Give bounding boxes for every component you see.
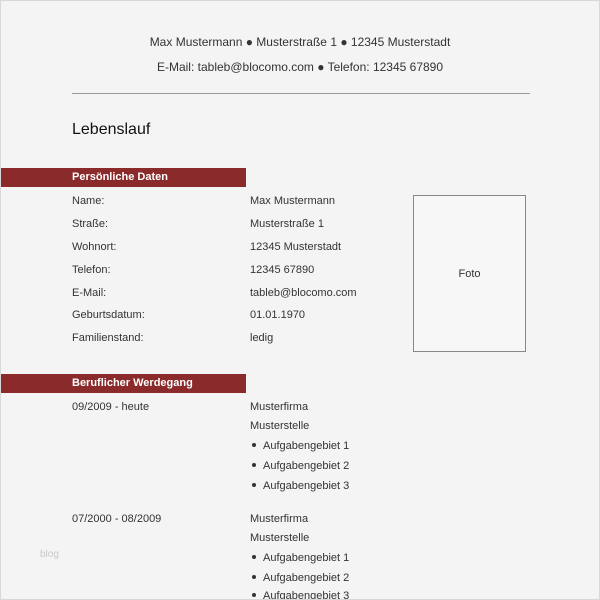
bullet-icon [252, 575, 256, 579]
header-address-line: Max Mustermann ● Musterstraße 1 ● 12345 Musterstadt [149, 35, 451, 49]
personal-value-city: 12345 Musterstadt [250, 241, 342, 253]
career-entry-period: 09/2009 - heute [72, 401, 150, 413]
career-entry-task-label: Aufgabengebiet 1 [263, 552, 350, 564]
bullet-icon [252, 463, 256, 467]
career-entry-company: Musterfirma [250, 401, 309, 413]
photo-label: Foto [458, 267, 481, 280]
career-entry-task [252, 480, 349, 492]
personal-label-city: Wohnort: [72, 241, 117, 253]
bullet-icon [252, 555, 256, 559]
personal-value-name: Max Mustermann [250, 195, 335, 207]
personal-label-name: Name: [72, 195, 105, 207]
bullet-icon [252, 443, 256, 447]
personal-label-phone: Telefon: [72, 264, 111, 276]
career-entry-task [252, 440, 349, 452]
watermark: blog [40, 549, 59, 560]
personal-value-birthdate: 01.01.1970 [250, 309, 306, 321]
photo-placeholder [413, 195, 526, 352]
career-entry-position: Musterstelle [250, 420, 310, 432]
personal-label-marital-status: Familienstand: [72, 332, 144, 344]
career-entry-task-label: Aufgabengebiet 2 [263, 572, 350, 584]
personal-label-email: E-Mail: [72, 287, 107, 299]
career-entry-task-label: Aufgabengebiet 1 [263, 440, 350, 452]
bullet-icon [252, 483, 256, 487]
career-entry-task-label: Aufgabengebiet 3 [263, 480, 350, 492]
career-entry-company: Musterfirma [250, 513, 309, 525]
career-entry-task [252, 552, 349, 564]
personal-value-marital-status: ledig [250, 332, 274, 344]
personal-label-street: Straße: [72, 218, 109, 230]
career-entry-position: Musterstelle [250, 532, 310, 544]
section-career-heading: Beruflicher Werdegang [0, 374, 246, 393]
page-title: Lebenslauf [72, 121, 151, 138]
career-entry-task-label: Aufgabengebiet 3 [263, 590, 350, 600]
header-contact-line: E-Mail: tableb@blocomo.com ● Telefon: 12345 67890 [156, 60, 444, 74]
section-personal-heading: Persönliche Daten [0, 168, 246, 187]
personal-value-phone: 12345 67890 [250, 264, 315, 276]
career-entry-period: 07/2000 - 08/2009 [72, 513, 162, 525]
header-divider [72, 93, 530, 94]
personal-label-birthdate: Geburtsdatum: [72, 309, 145, 321]
personal-value-email: tableb@blocomo.com [250, 287, 357, 299]
personal-value-street: Musterstraße 1 [250, 218, 324, 230]
career-entry-task-label: Aufgabengebiet 2 [263, 460, 350, 472]
career-entry-task [252, 460, 349, 472]
bullet-icon [252, 593, 256, 597]
career-entry-task [252, 590, 349, 600]
career-entry-task [252, 572, 349, 584]
